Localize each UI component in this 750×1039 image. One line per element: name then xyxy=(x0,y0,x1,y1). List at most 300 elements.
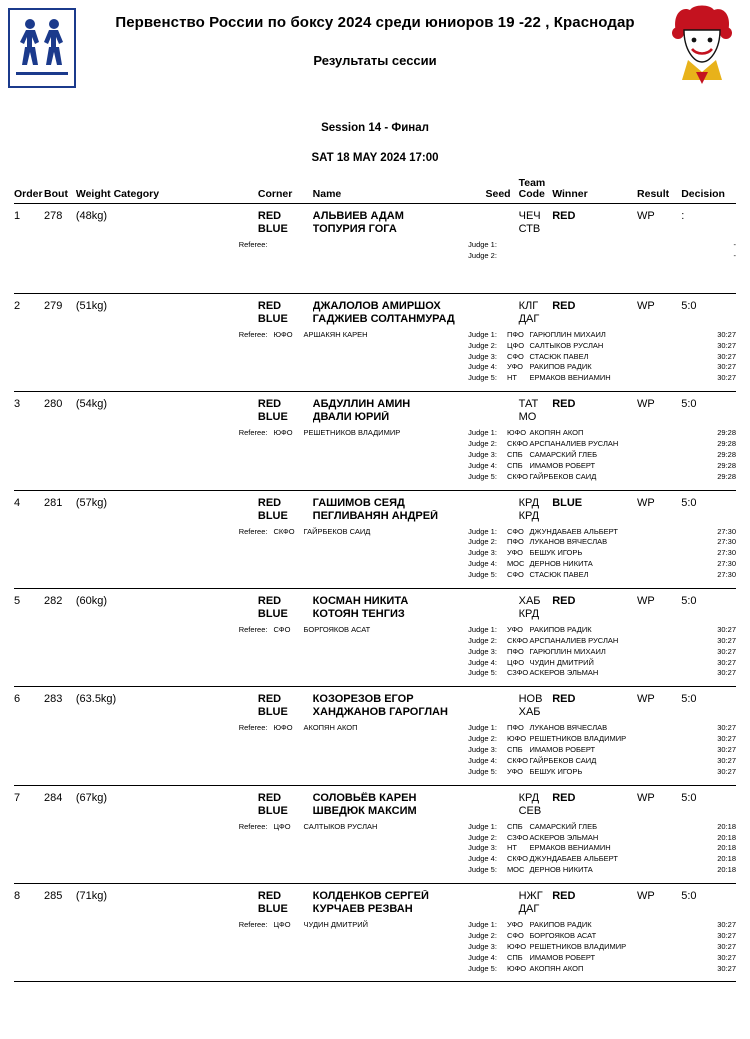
bout-order: 5 xyxy=(14,594,21,607)
judge-name: АСКЕРОВ ЭЛЬМАН xyxy=(529,668,599,678)
judge-score: 29:28 xyxy=(717,439,737,449)
bout-row xyxy=(14,491,736,589)
judge-row xyxy=(14,756,736,767)
judge-score: 30:27 xyxy=(717,930,737,940)
judge-score: 27:30 xyxy=(717,548,737,558)
judge-name: ДЕРНОВ НИКИТА xyxy=(529,559,593,569)
corner-blue-label: BLUE xyxy=(257,411,288,424)
bout-order: 2 xyxy=(14,299,21,312)
judge-score: 27:30 xyxy=(717,537,737,547)
judge-name: АКОПЯН АКОП xyxy=(529,963,584,973)
referee-federation: ЦФО xyxy=(273,821,291,831)
judge-federation: СПБ xyxy=(506,952,523,962)
bout-order: 3 xyxy=(14,398,21,411)
boxer-blue-name: КУРЧАЕВ РЕЗВАН xyxy=(312,903,413,916)
bout-winner: RED xyxy=(552,210,576,223)
page-subtitle: Результаты сессии xyxy=(313,53,437,68)
bout-winner: RED xyxy=(552,299,576,312)
judge-score: 29:28 xyxy=(717,428,737,438)
bout-result: WP xyxy=(637,594,655,607)
judge-federation: УФО xyxy=(506,624,523,634)
bout-blue-line xyxy=(14,805,736,817)
referee-row xyxy=(14,625,736,636)
officials-spacer xyxy=(14,262,736,270)
judge-score: 30:27 xyxy=(717,351,737,361)
boxer-blue-team-code: МО xyxy=(518,411,537,424)
judge-name: ЧУДИН ДМИТРИЙ xyxy=(529,657,594,667)
boxer-red-name: АБДУЛЛИН АМИН xyxy=(312,398,411,411)
bout-decision: : xyxy=(681,210,685,223)
judge-label: Judge 4: xyxy=(468,952,497,962)
bout-decision: 5:0 xyxy=(681,791,697,804)
column-header-decision: Decision xyxy=(681,188,725,201)
judge-label: Judge 1: xyxy=(468,526,497,536)
judge-federation: СКФО xyxy=(506,635,529,645)
bout-red-line xyxy=(14,693,736,705)
officials-block xyxy=(14,240,736,286)
judge-label: Judge 3: xyxy=(468,351,497,361)
judge-row xyxy=(14,964,736,975)
officials-spacer xyxy=(14,278,736,286)
officials-block xyxy=(14,330,736,384)
corner-red-label: RED xyxy=(257,890,282,903)
judge-label: Judge 4: xyxy=(468,755,497,765)
judge-federation: УФО xyxy=(506,766,523,776)
bout-number: 279 xyxy=(44,299,63,312)
boxer-blue-name: ХАНДЖАНОВ ГАРОГЛАН xyxy=(312,706,448,719)
judge-label: Judge 4: xyxy=(468,657,497,667)
judge-name: СТАСЮК ПАВЕЛ xyxy=(529,351,589,361)
judge-label: Judge 2: xyxy=(468,340,497,350)
referee-federation: ЮФО xyxy=(273,329,293,339)
corner-blue-label: BLUE xyxy=(257,804,288,817)
judge-label: Judge 5: xyxy=(468,766,497,776)
judge-federation: СФО xyxy=(506,570,524,580)
judge-row xyxy=(14,461,736,472)
bout-row xyxy=(14,589,736,687)
referee-name: АРШАКЯН КАРЕН xyxy=(303,329,368,339)
bout-blue-line xyxy=(14,608,736,620)
bout-weight-category: (71kg) xyxy=(75,890,108,903)
judge-name: БЕШУК ИГОРЬ xyxy=(529,766,583,776)
referee-label: Referee: xyxy=(238,526,268,536)
judge-score: 20:18 xyxy=(717,865,737,875)
boxer-blue-name: КОТОЯН ТЕНГИЗ xyxy=(312,607,405,620)
judge-name: БОРГОЯКОВ АСАТ xyxy=(529,930,597,940)
officials-block xyxy=(14,723,736,777)
bout-row xyxy=(14,294,736,392)
judge-score: 30:27 xyxy=(717,624,737,634)
judge-row xyxy=(14,352,736,363)
bout-blue-line xyxy=(14,313,736,325)
judge-score: 30:27 xyxy=(717,920,737,930)
judge-federation: ЮФО xyxy=(506,963,527,973)
judge-row xyxy=(14,548,736,559)
officials-block xyxy=(14,822,736,876)
judge-label: Judge 1: xyxy=(468,821,497,831)
judge-federation: ЮФО xyxy=(506,734,527,744)
boxer-blue-name: ШВЕДЮК МАКСИМ xyxy=(312,804,417,817)
judge-name: РАКИПОВ РАДИК xyxy=(529,920,592,930)
judge-name: ГАРЮПЛИН МИХАИЛ xyxy=(529,646,606,656)
judge-row xyxy=(14,559,736,570)
bout-row xyxy=(14,204,736,294)
judge-name: РЕШЕТНИКОВ ВЛАДИМИР xyxy=(529,941,627,951)
judge-federation: УФО xyxy=(506,362,523,372)
judge-label: Judge 5: xyxy=(468,373,497,383)
judge-name: ДЖУНДАБАЕВ АЛЬБЕРТ xyxy=(529,854,618,864)
bout-number: 278 xyxy=(44,210,63,223)
referee-row xyxy=(14,428,736,439)
judge-label: Judge 2: xyxy=(468,250,497,260)
judge-name: БЕШУК ИГОРЬ xyxy=(529,548,583,558)
corner-red-label: RED xyxy=(257,693,282,706)
judge-name: АРСПАНАЛИЕВ РУСЛАН xyxy=(529,439,619,449)
bout-row xyxy=(14,392,736,490)
boxers-logo xyxy=(8,8,76,88)
bout-winner: RED xyxy=(552,890,576,903)
bout-order: 6 xyxy=(14,693,21,706)
boxer-red-team-code: ЧЕЧ xyxy=(518,210,541,223)
judge-federation: СФО xyxy=(506,526,524,536)
boxer-red-team-code: ХАБ xyxy=(518,594,541,607)
judge-score: 30:27 xyxy=(717,329,737,339)
judge-federation: ЮФО xyxy=(506,428,527,438)
boxer-blue-name: ТОПУРИЯ ГОГА xyxy=(312,223,397,236)
judge-name: РАКИПОВ РАДИК xyxy=(529,362,592,372)
judge-score: 29:28 xyxy=(717,449,737,459)
judge-name: АРСПАНАЛИЕВ РУСЛАН xyxy=(529,635,619,645)
judge-name: СТАСЮК ПАВЕЛ xyxy=(529,570,589,580)
column-header-result: Result xyxy=(637,188,670,201)
judge-score: 30:27 xyxy=(717,668,737,678)
judge-label: Judge 5: xyxy=(468,668,497,678)
judge-row xyxy=(14,658,736,669)
referee-name: ГАЙРБЕКОВ САИД xyxy=(303,526,371,536)
corner-red-label: RED xyxy=(257,398,282,411)
judge-name: САМАРСКИЙ ГЛЕБ xyxy=(529,449,598,459)
boxer-blue-team-code: СТВ xyxy=(518,223,541,236)
column-header-winner: Winner xyxy=(552,188,588,201)
bout-order: 8 xyxy=(14,890,21,903)
judge-row xyxy=(14,931,736,942)
judge-name: САЛТЫКОВ РУСЛАН xyxy=(529,340,604,350)
bout-weight-category: (51kg) xyxy=(75,299,108,312)
bout-number: 285 xyxy=(44,890,63,903)
judge-label: Judge 4: xyxy=(468,362,497,372)
judge-row xyxy=(14,251,736,262)
judge-label: Judge 2: xyxy=(468,832,497,842)
bout-row xyxy=(14,884,736,982)
judge-score: 30:27 xyxy=(717,723,737,733)
bout-red-line xyxy=(14,792,736,804)
judge-name: ДЖУНДАБАЕВ АЛЬБЕРТ xyxy=(529,526,618,536)
judge-label: Judge 2: xyxy=(468,537,497,547)
judge-name: ГАРЮПЛИН МИХАИЛ xyxy=(529,329,606,339)
bout-result: WP xyxy=(637,496,655,509)
column-header-name: Name xyxy=(312,188,342,201)
bout-blue-line xyxy=(14,706,736,718)
bout-blue-line xyxy=(14,411,736,423)
judge-row xyxy=(14,734,736,745)
joker-mascot-logo xyxy=(666,2,738,90)
bout-decision: 5:0 xyxy=(681,299,697,312)
corner-red-label: RED xyxy=(257,594,282,607)
judge-name: АСКЕРОВ ЭЛЬМАН xyxy=(529,832,599,842)
boxer-blue-team-code: ДАГ xyxy=(518,312,540,325)
judge-federation: УФО xyxy=(506,548,523,558)
judge-score: 30:27 xyxy=(717,373,737,383)
judge-name: ДЕРНОВ НИКИТА xyxy=(529,865,593,875)
judge-name: САМАРСКИЙ ГЛЕБ xyxy=(529,821,598,831)
judge-score: 30:27 xyxy=(717,657,737,667)
boxer-red-name: КОЛДЕНКОВ СЕРГЕЙ xyxy=(312,890,429,903)
referee-federation: ЮФО xyxy=(273,723,293,733)
bout-red-line xyxy=(14,398,736,410)
judge-row xyxy=(14,942,736,953)
judge-federation: СКФО xyxy=(506,471,529,481)
bout-weight-category: (48kg) xyxy=(75,210,108,223)
officials-spacer xyxy=(14,270,736,278)
judge-score: 30:27 xyxy=(717,755,737,765)
bout-decision: 5:0 xyxy=(681,594,697,607)
judge-score: 29:28 xyxy=(717,471,737,481)
corner-blue-label: BLUE xyxy=(257,509,288,522)
judge-row xyxy=(14,843,736,854)
officials-block xyxy=(14,920,736,974)
boxer-red-team-code: КРД xyxy=(518,791,540,804)
judge-name: ГАЙРБЕКОВ САИД xyxy=(529,755,597,765)
bout-decision: 5:0 xyxy=(681,496,697,509)
judge-score: - xyxy=(733,250,737,260)
bout-number: 284 xyxy=(44,791,63,804)
bout-decision: 5:0 xyxy=(681,398,697,411)
bout-number: 281 xyxy=(44,496,63,509)
bout-order: 1 xyxy=(14,210,21,223)
judge-federation: ЦФО xyxy=(506,657,525,667)
bout-winner: RED xyxy=(552,791,576,804)
judge-federation: ЮФО xyxy=(506,941,527,951)
judge-label: Judge 3: xyxy=(468,941,497,951)
bout-row xyxy=(14,786,736,884)
column-header-order: Order xyxy=(14,188,43,201)
judge-label: Judge 1: xyxy=(468,428,497,438)
boxer-blue-name: ДВАЛИ ЮРИЙ xyxy=(312,411,390,424)
referee-name: ЧУДИН ДМИТРИЙ xyxy=(303,920,369,930)
judge-federation: УФО xyxy=(506,920,523,930)
judge-federation: СКФО xyxy=(506,755,529,765)
judge-row xyxy=(14,362,736,373)
results-table xyxy=(14,178,736,982)
judge-name: ЛУКАНОВ ВЯЧЕСЛАВ xyxy=(529,537,608,547)
judge-row xyxy=(14,854,736,865)
judge-row xyxy=(14,341,736,352)
officials-block xyxy=(14,527,736,581)
judge-label: Judge 5: xyxy=(468,963,497,973)
judge-federation: НТ xyxy=(506,843,517,853)
referee-federation: СКФО xyxy=(273,526,295,536)
judge-score: 27:30 xyxy=(717,526,737,536)
referee-name: АКОПЯН АКОП xyxy=(303,723,358,733)
column-header-team-line2: Code xyxy=(518,188,545,201)
judge-score: 20:18 xyxy=(717,843,737,853)
judge-name: ЕРМАКОВ ВЕНИАМИН xyxy=(529,843,611,853)
judge-row xyxy=(14,833,736,844)
table-header-row xyxy=(14,178,736,204)
judge-label: Judge 4: xyxy=(468,559,497,569)
bout-result: WP xyxy=(637,890,655,903)
judge-label: Judge 1: xyxy=(468,723,497,733)
session-title: Session 14 - Финал xyxy=(321,122,429,134)
judge-row xyxy=(14,745,736,756)
corner-blue-label: BLUE xyxy=(257,706,288,719)
judge-name: ИМАМОВ РОБЕРТ xyxy=(529,460,596,470)
boxer-blue-name: ПЕГЛИВАНЯН АНДРЕЙ xyxy=(312,509,438,522)
bout-red-line xyxy=(14,595,736,607)
referee-label: Referee: xyxy=(238,821,268,831)
judge-score: 30:27 xyxy=(717,952,737,962)
referee-row xyxy=(14,240,736,251)
judge-score: 20:18 xyxy=(717,854,737,864)
judge-label: Judge 1: xyxy=(468,240,497,250)
judge-row xyxy=(14,668,736,679)
judge-name: ИМАМОВ РОБЕРТ xyxy=(529,952,596,962)
bout-winner: BLUE xyxy=(552,496,583,509)
referee-label: Referee: xyxy=(238,624,268,634)
column-header-team-line1: Team xyxy=(518,178,546,189)
bout-winner: RED xyxy=(552,398,576,411)
bout-number: 280 xyxy=(44,398,63,411)
bout-result: WP xyxy=(637,299,655,312)
judge-row xyxy=(14,570,736,581)
bout-red-line xyxy=(14,300,736,312)
referee-row xyxy=(14,822,736,833)
judge-label: Judge 3: xyxy=(468,745,497,755)
judge-row xyxy=(14,767,736,778)
judge-row xyxy=(14,647,736,658)
boxer-red-name: КОЗОРЕЗОВ ЕГОР xyxy=(312,693,414,706)
bout-weight-category: (67kg) xyxy=(75,791,108,804)
judge-score: 30:27 xyxy=(717,362,737,372)
corner-red-label: RED xyxy=(257,496,282,509)
bout-weight-category: (60kg) xyxy=(75,594,108,607)
judge-row xyxy=(14,537,736,548)
corner-red-label: RED xyxy=(257,210,282,223)
boxer-red-team-code: НОВ xyxy=(518,693,543,706)
referee-row xyxy=(14,920,736,931)
judge-label: Judge 3: xyxy=(468,843,497,853)
judge-federation: СПБ xyxy=(506,745,523,755)
boxer-blue-team-code: ХАБ xyxy=(518,706,541,719)
bout-order: 7 xyxy=(14,791,21,804)
boxer-blue-team-code: КРД xyxy=(518,607,540,620)
judge-federation: СЗФО xyxy=(506,832,529,842)
judge-score: 27:30 xyxy=(717,570,737,580)
referee-name: САЛТЫКОВ РУСЛАН xyxy=(303,821,378,831)
judge-label: Judge 2: xyxy=(468,439,497,449)
referee-federation: ЦФО xyxy=(273,920,291,930)
judge-federation: СПБ xyxy=(506,460,523,470)
boxer-blue-team-code: ДАГ xyxy=(518,903,540,916)
bout-weight-category: (54kg) xyxy=(75,398,108,411)
judge-label: Judge 1: xyxy=(468,624,497,634)
judge-federation: СФО xyxy=(506,351,524,361)
bout-winner: RED xyxy=(552,693,576,706)
judge-row xyxy=(14,953,736,964)
judge-label: Judge 2: xyxy=(468,635,497,645)
column-header-team-code xyxy=(511,178,553,200)
boxer-blue-team-code: СЕВ xyxy=(518,804,542,817)
judge-label: Judge 3: xyxy=(468,548,497,558)
corner-blue-label: BLUE xyxy=(257,312,288,325)
bout-number: 282 xyxy=(44,594,63,607)
judge-federation: МОС xyxy=(506,559,525,569)
bout-weight-category: (63.5kg) xyxy=(75,693,117,706)
page-header xyxy=(0,0,750,100)
boxer-red-team-code: КЛГ xyxy=(518,299,539,312)
referee-row xyxy=(14,527,736,538)
judge-federation: НТ xyxy=(506,373,517,383)
judge-score: 30:27 xyxy=(717,941,737,951)
referee-federation: ЮФО xyxy=(273,428,293,438)
referee-label: Referee: xyxy=(238,240,268,250)
judge-federation: СФО xyxy=(506,930,524,940)
judge-federation: ПФО xyxy=(506,329,524,339)
judge-row xyxy=(14,450,736,461)
judge-label: Judge 5: xyxy=(468,570,497,580)
corner-red-label: RED xyxy=(257,299,282,312)
judge-row xyxy=(14,636,736,647)
judge-federation: ПФО xyxy=(506,646,524,656)
bout-result: WP xyxy=(637,398,655,411)
referee-row xyxy=(14,723,736,734)
bout-red-line xyxy=(14,890,736,902)
boxer-blue-team-code: КРД xyxy=(518,509,540,522)
bout-blue-line xyxy=(14,510,736,522)
judge-federation: ПФО xyxy=(506,723,524,733)
judge-name: ИМАМОВ РОБЕРТ xyxy=(529,745,596,755)
judge-label: Judge 1: xyxy=(468,329,497,339)
bout-row xyxy=(14,687,736,785)
officials-block xyxy=(14,625,736,679)
judge-score: 20:18 xyxy=(717,821,737,831)
session-datetime: SAT 18 MAY 2024 17:00 xyxy=(311,152,439,164)
judge-score: 30:27 xyxy=(717,734,737,744)
judge-score: 30:27 xyxy=(717,745,737,755)
bout-decision: 5:0 xyxy=(681,693,697,706)
judge-label: Judge 3: xyxy=(468,449,497,459)
corner-blue-label: BLUE xyxy=(257,903,288,916)
judge-row xyxy=(14,472,736,483)
judge-score: 30:27 xyxy=(717,340,737,350)
boxer-red-name: СОЛОВЬЁВ КАРЕН xyxy=(312,791,417,804)
boxer-red-name: КОСМАН НИКИТА xyxy=(312,594,409,607)
bout-red-line xyxy=(14,497,736,509)
judge-score: 27:30 xyxy=(717,559,737,569)
bout-number: 283 xyxy=(44,693,63,706)
referee-label: Referee: xyxy=(238,329,268,339)
judge-row xyxy=(14,373,736,384)
judge-name: АКОПЯН АКОП xyxy=(529,428,584,438)
judge-name: ЛУКАНОВ ВЯЧЕСЛАВ xyxy=(529,723,608,733)
judge-federation: СПБ xyxy=(506,821,523,831)
judge-label: Judge 1: xyxy=(468,920,497,930)
boxer-red-name: АЛЬВИЕВ АДАМ xyxy=(312,210,404,223)
judge-score: 29:28 xyxy=(717,460,737,470)
judge-label: Judge 5: xyxy=(468,471,497,481)
boxer-red-team-code: КРД xyxy=(518,496,540,509)
bout-decision: 5:0 xyxy=(681,890,697,903)
